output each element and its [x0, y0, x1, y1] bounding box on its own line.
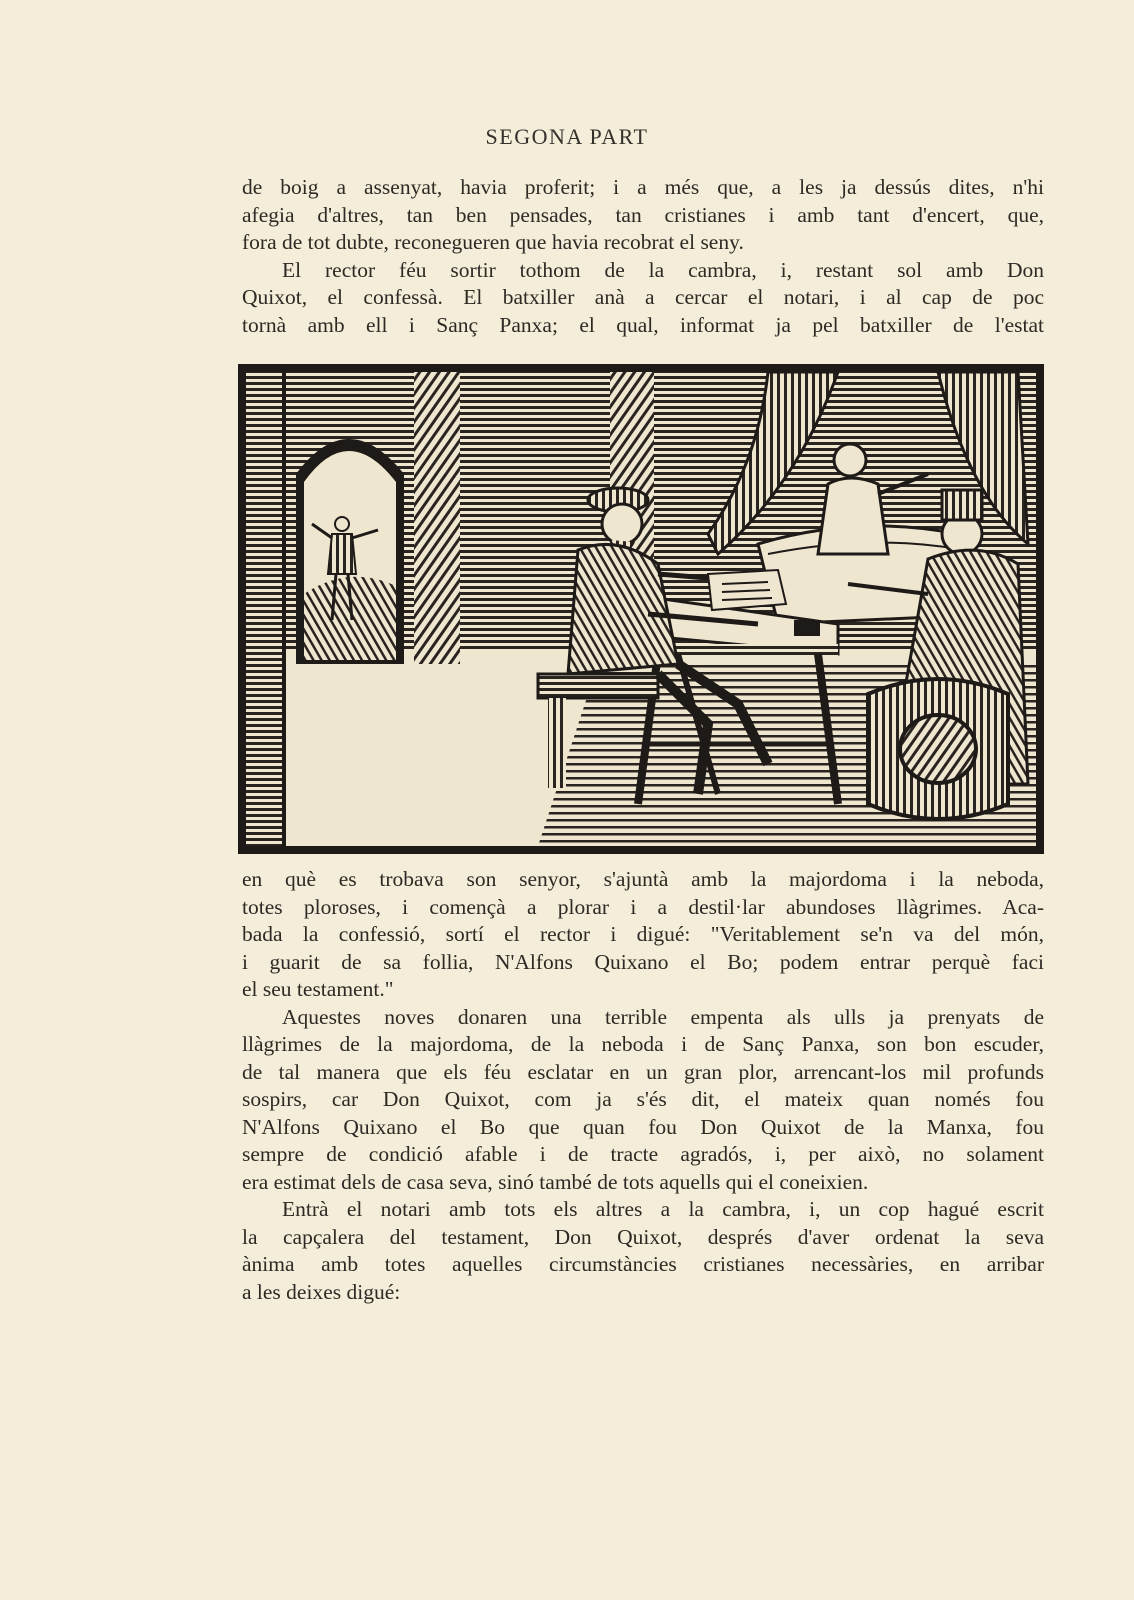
text-line: era estimat dels de casa seva, sinó també de tots aquells qui el coneixien.	[242, 1169, 869, 1194]
text-line: i guarit de sa follia, N'Alfons Quixano el Bo; podem entrar perquè faci	[242, 949, 1044, 974]
text-line: El rector féu sortir tothom de la cambra, i, restant sol amb Don	[282, 257, 1044, 282]
text-line: bada la confessió, sortí el rector i digué: "Veritablement se'n va del món,	[242, 922, 1044, 946]
body-text-top	[242, 174, 1044, 339]
body-text-bottom	[242, 866, 1044, 1306]
text-line: llàgrimes de la majordoma, de la neboda i de Sanç Panxa, son bon escuder,	[242, 1032, 1044, 1056]
woodcut-illustration	[238, 364, 1044, 854]
text-line: sempre de condició afable i de tracte agradós, i, per això, no solament	[242, 1142, 1044, 1166]
text-line: fora de tot dubte, reconegueren que havia recobrat el seny.	[242, 230, 744, 254]
text-line: el seu testament."	[242, 977, 394, 1001]
text-line: Aquestes noves donaren una terrible empenta als ulls ja prenyats de	[282, 1004, 1044, 1029]
text-line: tornà amb ell i Sanç Panxa; el qual, informat ja pel batxiller de l'estat	[242, 312, 1044, 337]
running-head: SEGONA PART	[485, 124, 649, 149]
text-line: afegia d'altres, tan ben pensades, tan cristianes i amb tant d'encert, que,	[242, 202, 1044, 227]
text-line: sospirs, car Don Quixot, com ja s'és dit, el mateix quan només fou	[242, 1087, 1044, 1111]
text-line: a les deixes digué:	[242, 1279, 401, 1304]
text-line: totes ploroses, i començà a plorar i a destil·lar abundoses llàgrimes. Aca-	[242, 894, 1044, 919]
text-line: Entrà el notari amb tots els altres a la cambra, i, un cop hagué escrit	[282, 1197, 1044, 1221]
text-line: de boig a assenyat, havia proferit; i a més que, a les ja dessús dites, n'hi	[242, 175, 1044, 199]
text-line: Quixot, el confessà. El batxiller anà a cercar el notari, i al cap de poc	[242, 285, 1044, 309]
text-line: en què es trobava son senyor, s'ajuntà amb la majordoma i la neboda,	[242, 867, 1044, 891]
text-line: la capçalera del testament, Don Quixot, després d'aver ordenat la seva	[242, 1224, 1044, 1249]
text-line: de tal manera que els féu esclatar en un gran plor, arrencant-los mil profunds	[242, 1059, 1044, 1084]
text-line: N'Alfons Quixano el Bo que quan fou Don Quixot de la Manxa, fou	[242, 1114, 1044, 1139]
text-line: ànima amb totes aquelles circumstàncies cristianes necessàries, en arribar	[242, 1252, 1044, 1276]
